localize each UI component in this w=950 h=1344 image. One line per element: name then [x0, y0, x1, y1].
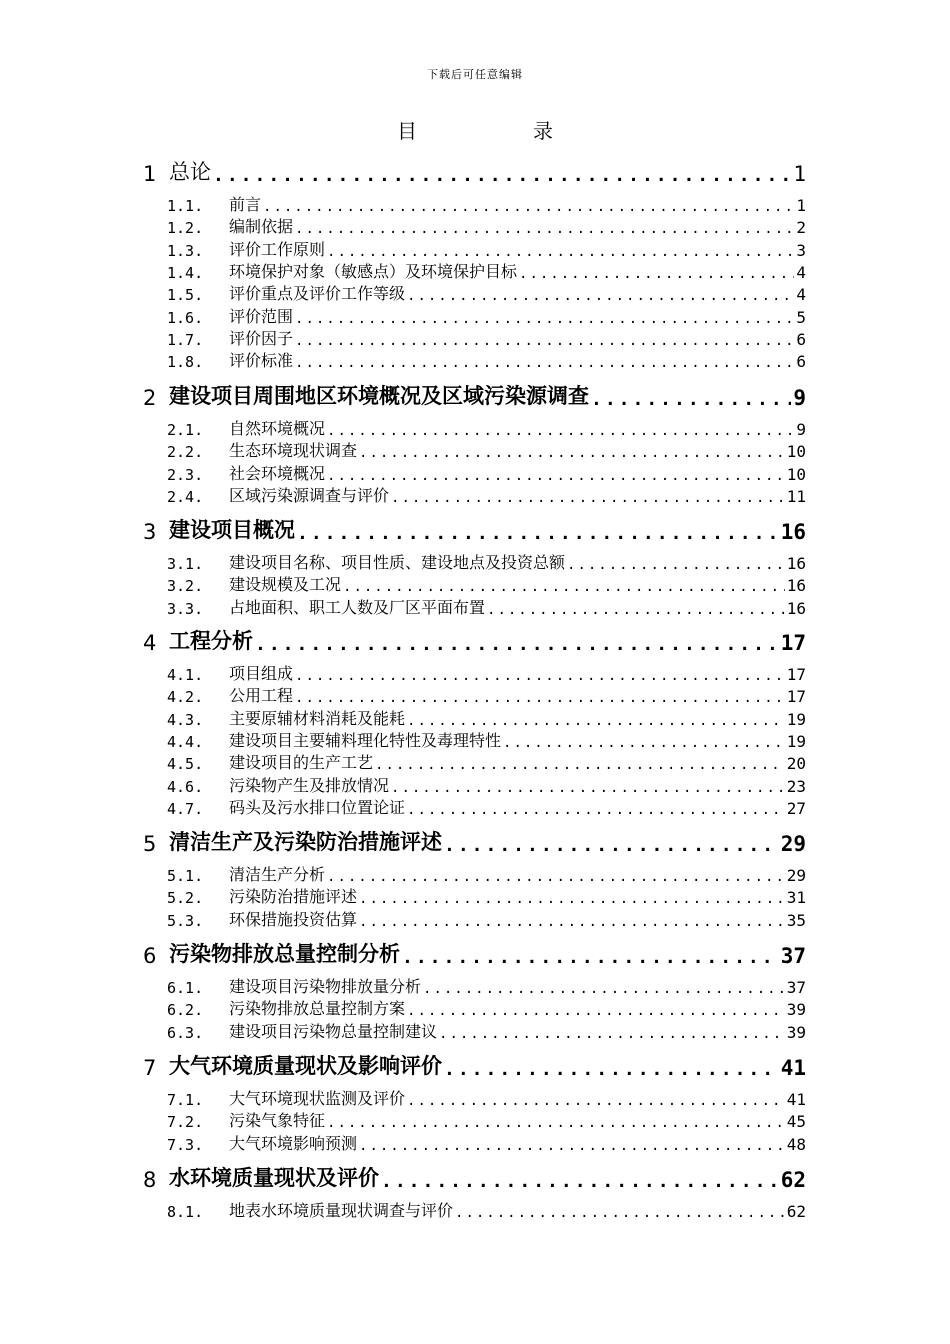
toc-section-entry[interactable] — [143, 305, 806, 327]
section-page: 39 — [786, 1000, 806, 1020]
leader-dots — [444, 835, 779, 856]
leader-dots — [519, 266, 794, 282]
section-title: 地表水环境质量现状调查与评价 — [229, 1201, 454, 1220]
toc-title-left: 目 — [397, 119, 417, 143]
toc-chapter-entry[interactable] — [143, 940, 806, 968]
chapter-number: 1 — [143, 162, 157, 186]
leader-dots — [327, 869, 785, 885]
section-title: 大气环境现状监测及评价 — [229, 1089, 406, 1108]
leader-dots — [407, 288, 794, 304]
section-page: 3 — [796, 240, 806, 260]
section-number: 1.2. — [167, 219, 204, 238]
chapter-number: 6 — [143, 944, 157, 968]
chapter-page: 37 — [780, 944, 806, 968]
section-number: 4.2. — [167, 688, 204, 707]
toc-section-entry[interactable] — [143, 573, 806, 595]
section-page: 16 — [786, 576, 806, 596]
section-page: 9 — [796, 420, 806, 439]
section-page: 19 — [786, 731, 806, 751]
leader-dots — [327, 1115, 785, 1131]
chapter-title: 建设项目概况 — [169, 518, 295, 542]
chapter-number: 4 — [143, 631, 157, 655]
leader-dots — [295, 311, 794, 327]
section-page: 10 — [786, 464, 806, 484]
toc-title — [0, 115, 950, 144]
toc-section-entry[interactable] — [143, 327, 806, 349]
leader-dots — [455, 1205, 785, 1221]
section-number: 6.2. — [167, 1001, 204, 1020]
section-title: 环保措施投资估算 — [229, 909, 358, 929]
toc-section-entry[interactable] — [143, 751, 806, 773]
leader-dots — [391, 780, 785, 796]
section-number: 1.1. — [167, 197, 204, 215]
section-number: 1.6. — [167, 308, 204, 327]
section-page: 4 — [796, 262, 806, 282]
section-title: 建设项目主要辅料理化特性及毒理特性 — [229, 730, 502, 750]
section-number: 1.8. — [167, 353, 204, 372]
toc-section-entry[interactable] — [143, 193, 806, 215]
section-number: 6.1. — [167, 979, 204, 997]
leader-dots — [359, 1138, 785, 1154]
toc-section-entry[interactable] — [143, 997, 806, 1019]
toc-section-entry[interactable] — [143, 596, 806, 618]
section-number: 1.7. — [167, 330, 204, 349]
chapter-number: 5 — [143, 832, 157, 856]
chapter-title: 污染物排放总量控制分析 — [169, 942, 400, 966]
leader-dots — [255, 634, 779, 655]
section-title: 评价标准 — [229, 351, 294, 371]
section-page: 11 — [786, 486, 806, 506]
section-page: 16 — [786, 598, 806, 618]
leader-dots — [213, 165, 791, 186]
section-title: 区域污染源调查与评价 — [229, 485, 390, 505]
leader-dots — [359, 891, 785, 907]
toc-section-entry[interactable] — [143, 774, 806, 796]
section-number: 4.1. — [167, 666, 204, 684]
leader-dots — [591, 389, 791, 410]
toc-section-entry[interactable] — [143, 975, 806, 997]
section-title: 生态环境现状调查 — [229, 441, 358, 461]
section-page: 19 — [786, 709, 806, 729]
leader-dots — [407, 1003, 785, 1019]
chapter-number: 2 — [143, 386, 157, 410]
leader-dots — [381, 1171, 779, 1192]
section-number: 1.4. — [167, 263, 204, 282]
toc-section-entry[interactable] — [143, 1199, 806, 1221]
section-number: 5.3. — [167, 911, 204, 930]
toc-section-entry[interactable] — [143, 863, 806, 885]
section-page: 2 — [796, 218, 806, 238]
section-title: 评价范围 — [229, 306, 294, 326]
section-number: 7.1. — [167, 1091, 204, 1109]
section-title: 社会环境概况 — [229, 463, 326, 483]
section-number: 2.2. — [167, 443, 204, 462]
toc-chapter-entry[interactable] — [143, 828, 806, 856]
leader-dots — [407, 1093, 785, 1109]
section-number: 3.1. — [167, 555, 204, 573]
section-title: 前言 — [229, 195, 262, 214]
section-number: 1.5. — [167, 286, 204, 305]
chapter-number: 8 — [143, 1168, 157, 1192]
leader-dots — [407, 802, 785, 818]
toc-section-entry[interactable] — [143, 282, 806, 304]
leader-dots — [567, 557, 785, 573]
leader-dots — [375, 757, 785, 773]
toc-section-entry[interactable] — [143, 551, 806, 573]
section-page: 5 — [796, 307, 806, 327]
toc-section-entry[interactable] — [143, 729, 806, 751]
section-number: 2.4. — [167, 487, 204, 506]
section-title: 环境保护对象（敏感点）及环境保护目标 — [229, 261, 518, 281]
leader-dots — [327, 423, 794, 439]
section-page: 62 — [786, 1202, 806, 1221]
section-page: 37 — [786, 978, 806, 997]
section-title: 评价工作原则 — [229, 239, 326, 259]
section-title: 编制依据 — [229, 217, 294, 237]
leader-dots — [503, 735, 785, 751]
chapter-title: 水环境质量现状及评价 — [169, 1166, 379, 1190]
section-title: 建设规模及工况 — [229, 575, 342, 595]
toc-chapter-entry[interactable] — [143, 516, 806, 544]
section-number: 1.3. — [167, 241, 204, 260]
section-page: 39 — [786, 1022, 806, 1042]
section-page: 4 — [796, 285, 806, 305]
leader-dots — [263, 199, 794, 215]
section-title: 建设项目污染物排放量分析 — [229, 977, 422, 996]
section-page: 16 — [786, 554, 806, 573]
toc-section-entry[interactable] — [143, 707, 806, 729]
section-page: 6 — [796, 329, 806, 349]
toc-section-entry[interactable] — [143, 238, 806, 260]
toc-section-entry[interactable] — [143, 796, 806, 818]
toc-section-entry[interactable] — [143, 349, 806, 371]
leader-dots — [391, 490, 785, 506]
section-number: 4.3. — [167, 710, 204, 729]
section-number: 2.1. — [167, 421, 204, 439]
toc-section-entry[interactable] — [143, 260, 806, 282]
section-number: 6.3. — [167, 1023, 204, 1042]
leader-dots — [487, 602, 785, 618]
chapter-page: 62 — [780, 1168, 806, 1192]
section-page: 17 — [786, 687, 806, 707]
section-title: 建设项目污染物总量控制建议 — [229, 1021, 438, 1041]
section-number: 7.3. — [167, 1135, 204, 1154]
section-title: 码头及污水排口位置论证 — [229, 797, 406, 817]
chapter-title: 清洁生产及污染防治措施评述 — [169, 830, 442, 854]
toc-section-entry[interactable] — [143, 1132, 806, 1154]
chapter-number: 3 — [143, 520, 157, 544]
section-number: 3.2. — [167, 577, 204, 596]
section-number: 7.2. — [167, 1113, 204, 1132]
section-title: 评价因子 — [229, 328, 294, 348]
toc-section-entry[interactable] — [143, 885, 806, 907]
section-page: 48 — [786, 1134, 806, 1154]
chapter-title: 大气环境质量现状及影响评价 — [169, 1054, 442, 1078]
section-number: 2.3. — [167, 465, 204, 484]
leader-dots — [295, 690, 785, 706]
section-number: 5.2. — [167, 889, 204, 908]
toc-section-entry[interactable] — [143, 484, 806, 506]
section-number: 4.7. — [167, 799, 204, 818]
section-title: 污染物产生及排放情况 — [229, 775, 390, 795]
toc-section-entry[interactable] — [143, 662, 806, 684]
leader-dots — [444, 1059, 779, 1080]
toc-section-entry[interactable] — [143, 1087, 806, 1109]
chapter-page: 9 — [793, 386, 806, 410]
leader-dots — [343, 579, 785, 595]
toc-chapter-entry[interactable] — [143, 382, 806, 410]
toc-section-entry[interactable] — [143, 1109, 806, 1131]
section-title: 自然环境概况 — [229, 419, 326, 438]
toc-section-entry[interactable] — [143, 1020, 806, 1042]
section-title: 占地面积、职工人数及厂区平面布置 — [229, 597, 486, 617]
section-title: 污染物排放总量控制方案 — [229, 999, 406, 1019]
section-title: 大气环境影响预测 — [229, 1133, 358, 1153]
section-number: 8.1. — [167, 1203, 204, 1221]
leader-dots — [295, 333, 794, 349]
section-title: 公用工程 — [229, 686, 294, 706]
section-page: 6 — [796, 352, 806, 372]
section-page: 1 — [796, 196, 806, 215]
section-title: 污染气象特征 — [229, 1111, 326, 1131]
section-title: 建设项目名称、项目性质、建设地点及投资总额 — [229, 553, 566, 572]
toc-title-right: 录 — [533, 119, 553, 143]
section-page: 17 — [786, 665, 806, 684]
toc-section-entry[interactable] — [143, 462, 806, 484]
section-number: 4.5. — [167, 755, 204, 774]
leader-dots — [327, 244, 794, 260]
toc-section-entry[interactable] — [143, 684, 806, 706]
leader-dots — [295, 668, 785, 684]
section-title: 主要原辅材料消耗及能耗 — [229, 708, 406, 728]
chapter-number: 7 — [143, 1056, 157, 1080]
section-page: 27 — [786, 798, 806, 818]
section-title: 建设项目的生产工艺 — [229, 753, 374, 773]
section-page: 29 — [786, 866, 806, 885]
section-number: 5.1. — [167, 867, 204, 885]
page-header: 下载后可任意编辑 — [427, 68, 523, 81]
section-page: 45 — [786, 1112, 806, 1132]
toc-section-entry[interactable] — [143, 908, 806, 930]
section-title: 清洁生产分析 — [229, 865, 326, 884]
leader-dots — [297, 523, 779, 544]
toc-chapter-entry[interactable] — [143, 158, 806, 186]
section-title: 评价重点及评价工作等级 — [229, 284, 406, 304]
section-page: 41 — [786, 1090, 806, 1109]
chapter-page: 41 — [780, 1056, 806, 1080]
leader-dots — [327, 468, 785, 484]
leader-dots — [295, 355, 794, 371]
chapter-title: 总论 — [169, 160, 211, 184]
leader-dots — [295, 221, 794, 237]
section-number: 4.6. — [167, 777, 204, 796]
section-page: 20 — [786, 754, 806, 774]
leader-dots — [402, 947, 779, 968]
chapter-title: 工程分析 — [169, 629, 253, 653]
chapter-title: 建设项目周围地区环境概况及区域污染源调查 — [169, 384, 589, 408]
toc-chapter-entry[interactable] — [143, 1164, 806, 1192]
chapter-page: 1 — [793, 162, 806, 186]
section-page: 23 — [786, 776, 806, 796]
leader-dots — [423, 981, 785, 997]
section-page: 10 — [786, 442, 806, 462]
section-title: 项目组成 — [229, 664, 294, 683]
chapter-page: 16 — [780, 520, 806, 544]
section-title: 污染防治措施评述 — [229, 887, 358, 907]
chapter-page: 17 — [780, 631, 806, 655]
leader-dots — [359, 914, 785, 930]
toc-chapter-entry[interactable] — [143, 1052, 806, 1080]
toc-section-entry[interactable] — [143, 215, 806, 237]
chapter-page: 29 — [780, 832, 806, 856]
toc-chapter-entry[interactable] — [143, 627, 806, 655]
section-number: 3.3. — [167, 599, 204, 618]
section-number: 4.4. — [167, 732, 204, 751]
toc-section-entry[interactable] — [143, 439, 806, 461]
section-page: 35 — [786, 910, 806, 930]
section-page: 31 — [786, 888, 806, 908]
leader-dots — [359, 445, 785, 461]
leader-dots — [407, 713, 785, 729]
toc-section-entry[interactable] — [143, 417, 806, 439]
leader-dots — [439, 1026, 785, 1042]
